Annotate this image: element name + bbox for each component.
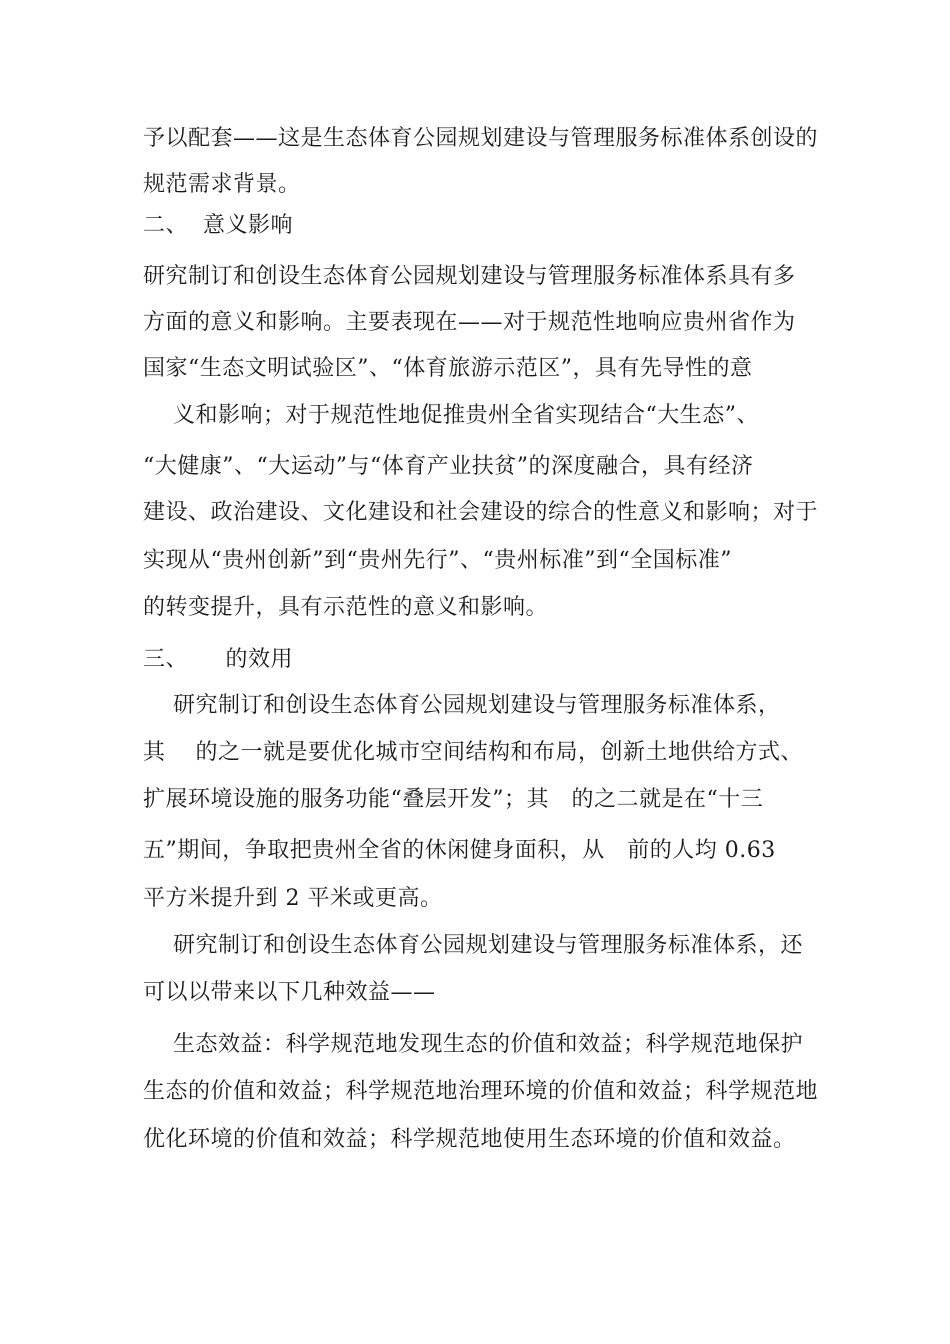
- text-line: 义和影响；对于规范性地促推贵州全省实现结合“大生态”、: [143, 403, 759, 428]
- text-line: 实现从“贵州创新”到“贵州先行”、“贵州标准”到“全国标准”: [143, 548, 732, 573]
- text-line: 研究制订和创设生态体育公园规划建设与管理服务标准体系，还: [143, 933, 803, 958]
- text-line: 五”期间，争取把贵州全省的休闲健身面积，从 前的人均 0.63: [143, 838, 776, 863]
- text-line: 生态的价值和效益；科学规范地治理环境的价值和效益；科学规范地: [143, 1079, 819, 1104]
- text-line: 优化环境的价值和效益；科学规范地使用生态环境的价值和效益。: [143, 1127, 796, 1152]
- text-line: 研究制订和创设生态体育公园规划建设与管理服务标准体系具有多: [143, 264, 796, 289]
- text-line: 其 的之一就是要优化城市空间结构和布局，创新土地供给方式、: [143, 740, 803, 765]
- text-line: 方面的意义和影响。主要表现在——对于规范性地响应贵州省作为: [143, 310, 796, 335]
- text-line: 生态效益：科学规范地发现生态的价值和效益；科学规范地保护: [143, 1032, 803, 1057]
- text-line: 国家“生态文明试验区”、“体育旅游示范区”，具有先导性的意: [143, 356, 753, 381]
- text-line: 可以以带来以下几种效益——: [143, 980, 436, 1005]
- text-line: 予以配套——这是生态体育公园规划建设与管理服务标准体系创设的: [143, 126, 819, 151]
- text-line: 建设、政治建设、文化建设和社会建设的综合的性意义和影响；对于: [143, 500, 819, 525]
- text-line: 规范需求背景。: [143, 172, 301, 197]
- text-line: “大健康”、“大运动”与“体育产业扶贫”的深度融合，具有经济: [143, 454, 754, 479]
- text-line: 研究制订和创设生态体育公园规划建设与管理服务标准体系，: [143, 693, 781, 718]
- section-heading: 三、 的效用: [143, 647, 293, 672]
- section-heading: 二、 意义影响: [143, 213, 293, 238]
- text-line: 的转变提升，具有示范性的意义和影响。: [143, 595, 549, 620]
- text-line: 平方米提升到 2 平米或更高。: [143, 886, 443, 911]
- text-line: 扩展环境设施的服务功能“叠层开发”；其 的之二就是在“十三: [143, 787, 764, 812]
